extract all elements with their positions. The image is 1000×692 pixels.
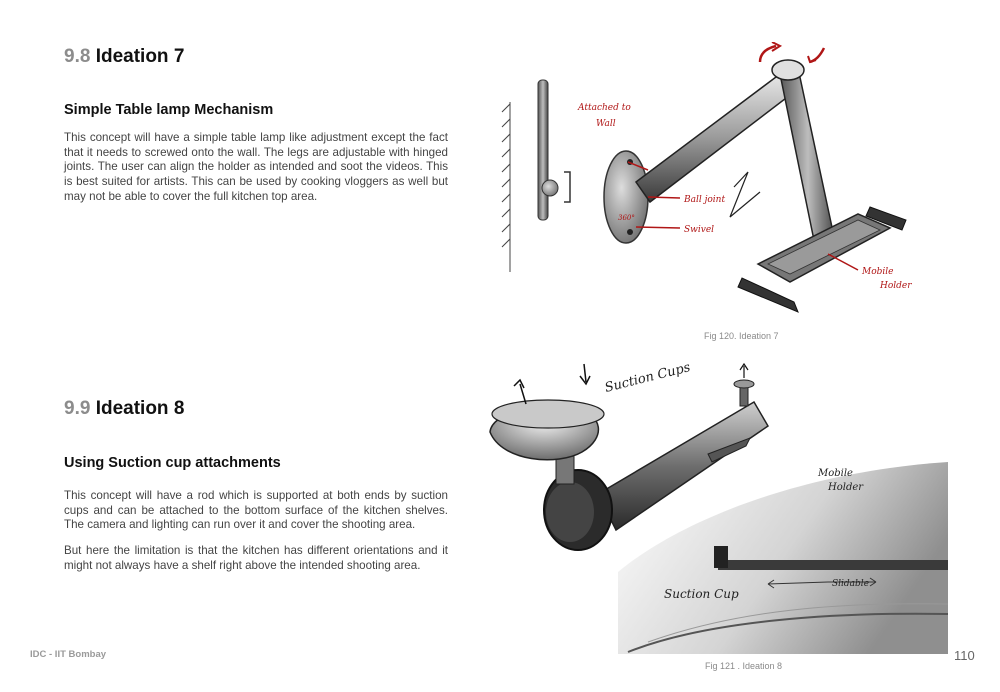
section-paragraph-2: But here the limitation is that the kitchen has different orientations and it might not always have a shelf right above the intended shooting area. (64, 544, 448, 572)
footer-institution: IDC - IIT Bombay (30, 649, 107, 660)
figure-121-sketch (478, 352, 948, 654)
note-mobile-line1: Mobile (862, 267, 894, 277)
note-ball-joint: Ball joint (684, 195, 726, 205)
upper-arm (780, 68, 836, 250)
note-mobile-line2: Holder (828, 482, 864, 493)
section-paragraph: This concept will have a simple table lamp like adjustment except the fact that it needs to screwed onto the wall. The legs are adjustable with hinged joints. The user can align the holder as intended and soot the videos. This is best suited for artists. This can be used by cooking vloggers as well but may not be able to cover the full kitchen top area. (64, 131, 448, 203)
rotate-arrow-right (810, 48, 824, 62)
section-heading: Ideation 7 (95, 46, 185, 67)
note-angle: 360° (618, 214, 635, 222)
note-suction-cup: Suction Cup (664, 587, 739, 601)
wall-hatching (502, 102, 510, 272)
note-attached-line2: Wall (596, 119, 616, 129)
note-swivel: Swivel (684, 225, 715, 235)
page-number: 110 (954, 648, 975, 663)
section-number: 9.8 (64, 46, 91, 67)
section-number: 9.9 (64, 398, 91, 419)
section-heading: Ideation 8 (95, 398, 185, 419)
section-title-ideation-8 (64, 398, 184, 420)
section-paragraph-1: This concept will have a rod which is supported at both ends by suction cups and can be attached to the bottom surface of the kitchen shelves. The camera and lighting can run over it and cover the shooting area. (64, 489, 448, 532)
note-attached-line1: Attached to (578, 103, 631, 113)
figure-120-caption: Fig 120. Ideation 7 (704, 331, 779, 341)
section-subtitle: Simple Table lamp Mechanism (64, 102, 274, 118)
wall-plate (604, 151, 648, 243)
section-title-ideation-7 (64, 46, 184, 68)
figure-121-caption: Fig 121 . Ideation 8 (705, 661, 783, 671)
side-view-joint (542, 180, 558, 196)
section-subtitle: Using Suction cup attachments (64, 455, 281, 471)
suction-cup-right (734, 380, 754, 388)
lower-arm (636, 74, 794, 202)
note-slidable: Slidable (832, 579, 870, 589)
side-view-arm (538, 80, 548, 220)
note-mobile-line1: Mobile (818, 468, 853, 479)
side-view-holder (564, 172, 570, 202)
shelf-rail (718, 560, 948, 570)
rotate-arrow-left (760, 46, 776, 62)
elbow-joint (772, 60, 804, 80)
note-suction-cups: Suction Cups (603, 360, 692, 396)
figure-120-sketch (498, 42, 948, 327)
note-mobile-line2: Holder (880, 281, 912, 291)
